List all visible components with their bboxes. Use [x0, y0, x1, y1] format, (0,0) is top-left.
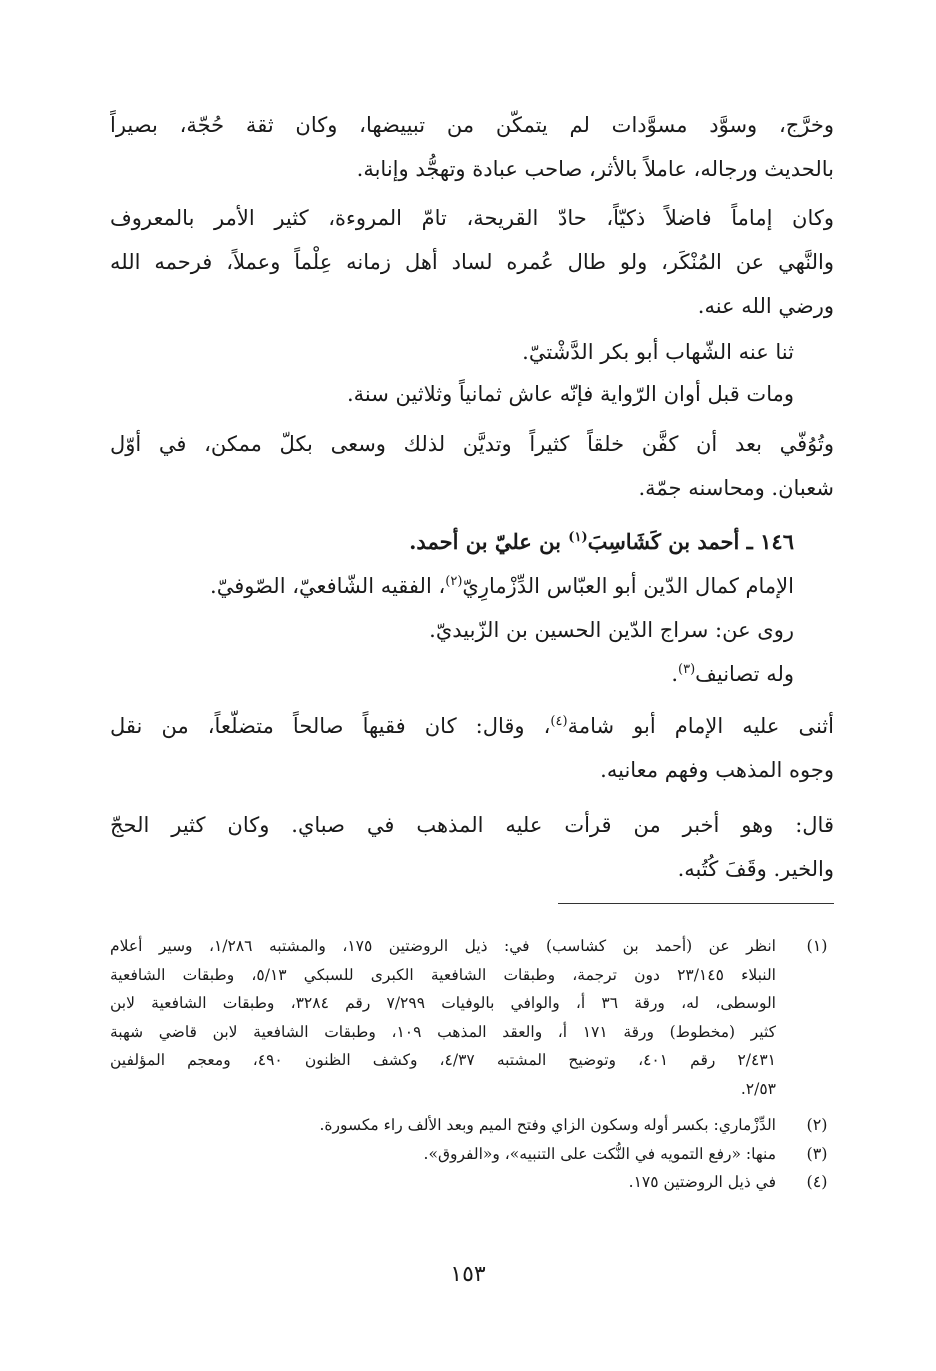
footnote-line: الوسطى، له، ورقة ٣٦ أ، والوافي بالوفيات ٧/٢٩٩ رقم ٣٢٨٤، وطبقات الشافعية لابن [110, 994, 776, 1012]
text-span: ، الفقيه الشّافعيّ، الصّوفيّ. [210, 574, 446, 598]
paragraph-4 [110, 372, 834, 416]
text-line: والنَّهي عن المُنْكَر، ولو طال عُمره لساد أهل زمانه عِلْماً وعملاً، فرحمه الله [110, 250, 834, 274]
footnote-ref-4: (٤) [550, 714, 568, 729]
text-line: ثنا عنه الشّهاب أبو بكر الدَّشْتيّ. [522, 340, 794, 364]
footnote-2 [110, 1111, 834, 1140]
footnote-4 [110, 1168, 834, 1197]
text-span: . [671, 662, 678, 686]
paragraph-2 [110, 196, 834, 328]
paragraph-10 [110, 803, 834, 891]
footnote-line: كثير (مخطوط) ورقة ١٧١ أ، والعقد المذهب ١٠٩، وطبقات الشافعية لابن قاضي شهبة [110, 1022, 776, 1041]
text-line: ومات قبل أوان الرّواية فإنّه عاش ثمانياً وثلاثين سنة. [347, 382, 794, 406]
text-line: بالحديث ورجاله، عاملاً بالأثر، صاحب عبادة وتهجُّد وإنابة. [356, 157, 834, 181]
text-span: الإمام كمال الدّين أبو العبّاس الدِّزْمارِيّ [462, 574, 794, 598]
text-span: أثنى عليه الإمام أبو شامة [567, 714, 834, 738]
footnote-line: منها: «رفع التمويه في النُّكت على التنبيه»، و«الفروق». [423, 1144, 776, 1163]
text-span: وله تصانيف [695, 662, 794, 686]
footnote-ref-2: (٢) [445, 574, 463, 589]
paragraph-1 [110, 103, 834, 191]
paragraph-9 [110, 704, 834, 792]
footnote-line: في ذيل الروضتين ١٧٥. [628, 1173, 776, 1191]
text-line: وجوه المذهب وفهم معانيه. [600, 758, 834, 782]
footnote-line: انظر عن (أحمد بن كشاسب) في: ذيل الروضتين ١٧٥، والمشتبه ١/٢٨٦، وسير أعلام [110, 937, 776, 955]
footnote-number: (٤) [806, 1172, 828, 1191]
text-line: قال: وهو أخبر من قرأت عليه المذهب في صباي. وكان كثير الحجّ [110, 813, 834, 837]
footnote-line: ٢/٤٣١ رقم ٤٠١، وتوضيح المشتبه ٤/٣٧، وكشف الظنون ٤٩٠، ومعجم المؤلفين [110, 1051, 776, 1069]
text-line [110, 704, 834, 748]
footnote-ref-1: (١) [568, 530, 588, 545]
footnote-number: (١) [806, 936, 828, 955]
text-line [110, 564, 834, 608]
page-number: ١٥٣ [450, 1262, 486, 1287]
text-span: ، وقال: كان فقيهاً صالحاً متضلّعاً، من نقل [110, 714, 551, 738]
text-line: وخرَّج، وسوَّد مسوَّدات لم يتمكّن من تبييضها، وكان ثقة حُجّة، بصيراً [110, 113, 834, 137]
text-line: روى عن: سراج الدّين الحسين بن الزّبيديّ. [429, 618, 794, 642]
text-line: والخير. وقَفَ كُتُبه. [677, 857, 834, 881]
text-line [110, 652, 834, 696]
footnote-line: النبلاء ٢٣/١٤٥ دون ترجمة، وطبقات الشافعية الكبرى للسبكي ٥/١٣، وطبقات الشافعية [110, 965, 776, 984]
text-line: ورضي الله عنه. [697, 294, 834, 318]
footnote-3 [110, 1140, 834, 1169]
footnote-separator [558, 903, 834, 904]
footnote-line: ٢/٥٣. [740, 1079, 776, 1098]
entry-146 [110, 520, 834, 696]
footnote-ref-3: (٣) [678, 662, 696, 677]
footnote-line: الدِّزْماري: بكسر أوله وسكون الزاي وفتح الميم وبعد الألف راء مكسورة. [319, 1116, 776, 1134]
entry-heading-text: بن عليّ بن أحمد. [409, 529, 569, 554]
footnote-number: (٢) [806, 1115, 828, 1134]
footnote-1 [110, 932, 834, 1103]
text-line: وكان إماماً فاضلاً ذكيّاً، حادّ القريحة، تامّ المروءة، كثير الأمر بالمعروف [110, 206, 834, 230]
footnotes [110, 932, 834, 1197]
text-line: شعبان. ومحاسنه جمّة. [638, 476, 834, 500]
paragraph-3 [110, 330, 834, 374]
entry-heading-text: ١٤٦ ـ أحمد بن كَشَاسِبَ [587, 529, 794, 554]
paragraph-5 [110, 422, 834, 510]
footnote-number: (٣) [806, 1143, 828, 1163]
text-line: وتُوُفّي بعد أن كفَّن خلقاً كثيراً وتديَّن لذلك وسعى بكلّ ممكن، في أوّل [110, 432, 834, 456]
entry-heading [110, 520, 834, 564]
